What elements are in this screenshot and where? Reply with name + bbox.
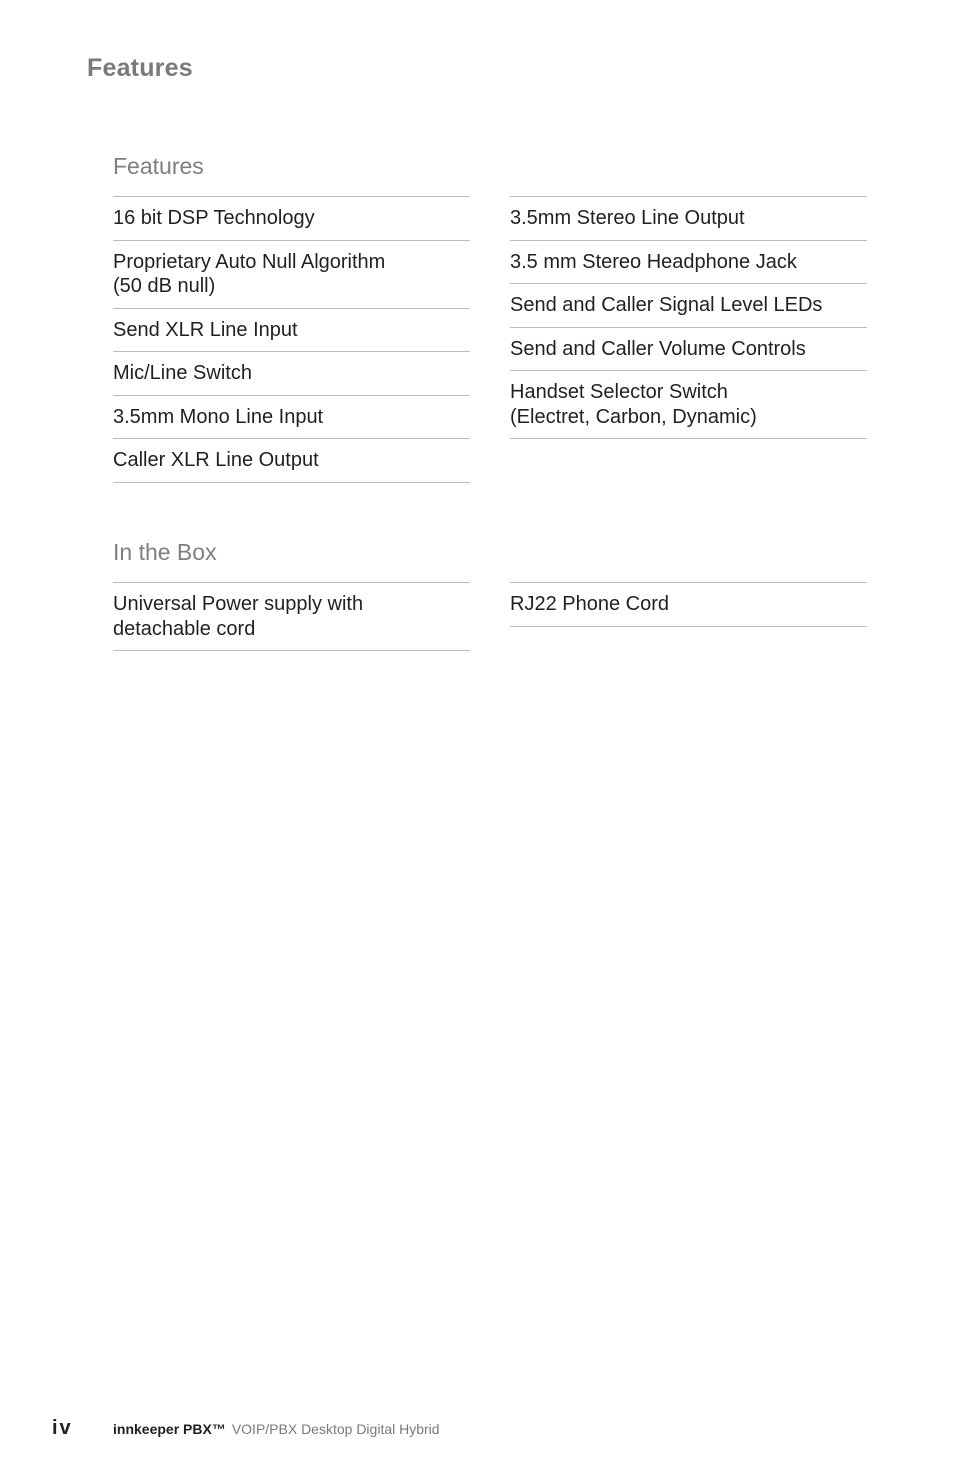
feature-item-text: 3.5mm Stereo Line Output: [510, 207, 745, 229]
feature-item-text: Caller XLR Line Output: [113, 449, 319, 471]
page-number: iv: [52, 1417, 73, 1439]
list-item: [113, 308, 470, 352]
feature-item-text: Send and Caller Volume Controls: [510, 337, 806, 360]
feature-item-text: 16 bit DSP Technology: [113, 207, 315, 229]
box-item-text: RJ22 Phone Cord: [510, 593, 669, 615]
feature-item-text: Proprietary Auto Null Algorithm (50 dB null): [113, 250, 386, 297]
list-item: [510, 283, 867, 327]
box-list-right: [510, 582, 867, 627]
in-the-box-section-heading: In the Box: [113, 539, 217, 565]
list-item: [510, 582, 867, 627]
feature-item-text: Send and Caller Signal Level LEDs: [510, 294, 823, 316]
list-item: [113, 395, 470, 439]
feature-item-text: Send XLR Line Input: [113, 318, 298, 341]
box-list-left: [113, 582, 470, 651]
list-item: [113, 196, 470, 240]
product-name: innkeeper PBX™: [113, 1421, 226, 1437]
product-description: VOIP/PBX Desktop Digital Hybrid: [231, 1421, 440, 1437]
footer-product-line: [113, 1421, 440, 1437]
features-list-left: [113, 196, 470, 483]
list-item: [510, 196, 867, 240]
list-item: [113, 351, 470, 395]
feature-item-text: 3.5mm Mono Line Input: [113, 405, 324, 428]
page-title: Features: [87, 54, 193, 82]
feature-item-text: 3.5 mm Stereo Headphone Jack: [510, 250, 797, 273]
features-list-right: [510, 196, 867, 439]
list-item: [510, 327, 867, 371]
feature-item-text: Mic/Line Switch: [113, 362, 252, 384]
list-item: [113, 582, 470, 651]
feature-item-text: Handset Selector Switch (Electret, Carbon, Dynamic): [510, 381, 757, 428]
box-item-text: Universal Power supply with detachable cord: [113, 593, 364, 640]
list-item: [113, 438, 470, 483]
list-item: [510, 370, 867, 439]
list-item: [113, 240, 470, 308]
list-item: [510, 240, 867, 284]
features-section-heading: Features: [113, 153, 204, 179]
